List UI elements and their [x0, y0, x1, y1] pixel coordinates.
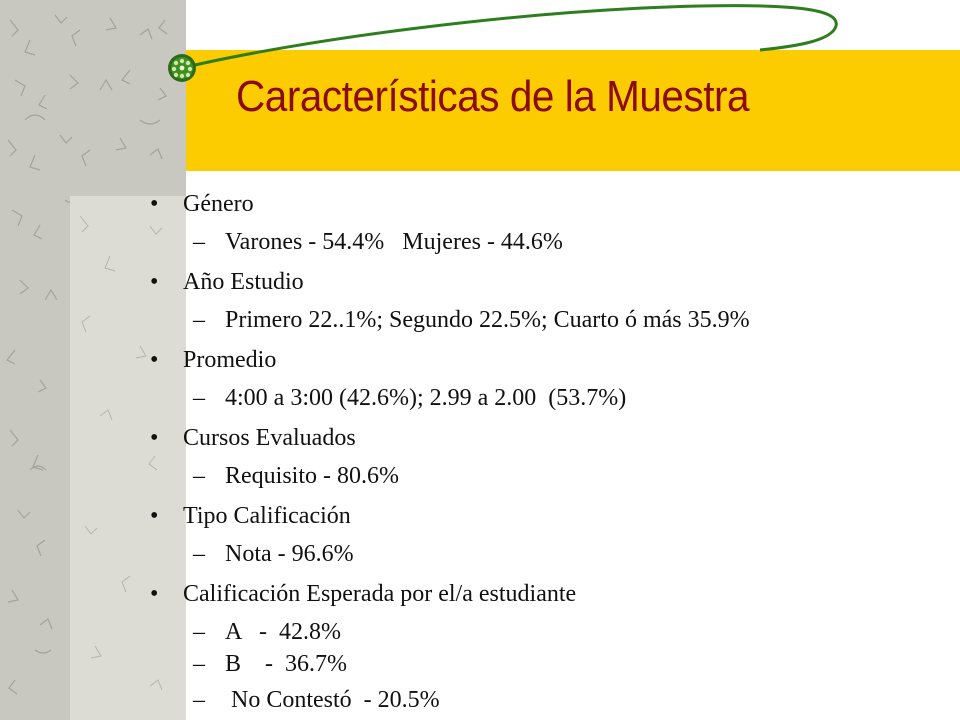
bullet-item-tipo-calificacion — [150, 500, 750, 538]
bullet-dot: • — [150, 191, 159, 217]
sub-item — [150, 226, 750, 266]
bullet-dot: • — [150, 581, 159, 607]
sub-item-text: Requisito - 80.6% — [225, 463, 399, 489]
bullet-item-cursos-evaluados — [150, 422, 750, 460]
sub-item — [150, 304, 750, 344]
bullet-label: Cursos Evaluados — [183, 425, 356, 451]
sub-item-text: No Contestó - 20.5% — [225, 687, 440, 713]
bullet-item-ano-estudio — [150, 266, 750, 304]
bullet-dot: • — [150, 269, 159, 295]
sub-item-text: B - 36.7% — [225, 651, 347, 677]
slide-title: Características de la Muestra — [236, 72, 750, 121]
sub-item-text: 4:00 a 3:00 (42.6%); 2.99 a 2.00 (53.7%) — [225, 385, 627, 411]
sub-item — [150, 382, 750, 422]
en-dash: – — [193, 307, 205, 333]
sub-item — [150, 538, 750, 578]
bullet-list — [150, 188, 750, 716]
bullet-label: Tipo Calificación — [183, 503, 351, 529]
bullet-dot: • — [150, 503, 159, 529]
en-dash: – — [193, 463, 205, 489]
sub-item-text: Primero 22..1%; Segundo 22.5%; Cuarto ó más 35.9% — [225, 307, 750, 333]
en-dash: – — [193, 687, 205, 713]
bullet-label: Género — [183, 191, 254, 217]
sub-item — [150, 460, 750, 500]
bullet-item-calificacion-esperada — [150, 578, 750, 616]
sub-item-text: Nota - 96.6% — [225, 541, 354, 567]
green-orb-icon — [168, 54, 196, 82]
bullet-label: Año Estudio — [183, 269, 304, 295]
bullet-label: Calificación Esperada por el/a estudiante — [183, 581, 577, 607]
sub-item-text: Varones - 54.4% Mujeres - 44.6% — [225, 229, 563, 255]
en-dash: – — [193, 229, 205, 255]
en-dash: – — [193, 385, 205, 411]
en-dash: – — [193, 651, 205, 677]
sub-item-text: A - 42.8% — [225, 619, 341, 645]
bullet-dot: • — [150, 425, 159, 451]
bullet-item-promedio — [150, 344, 750, 382]
sub-item — [150, 684, 750, 716]
en-dash: – — [193, 541, 205, 567]
bullet-label: Promedio — [183, 347, 277, 373]
bullet-dot: • — [150, 347, 159, 373]
en-dash: – — [193, 619, 205, 645]
bullet-item-genero — [150, 188, 750, 226]
sub-item — [150, 616, 750, 648]
sub-item — [150, 648, 750, 684]
